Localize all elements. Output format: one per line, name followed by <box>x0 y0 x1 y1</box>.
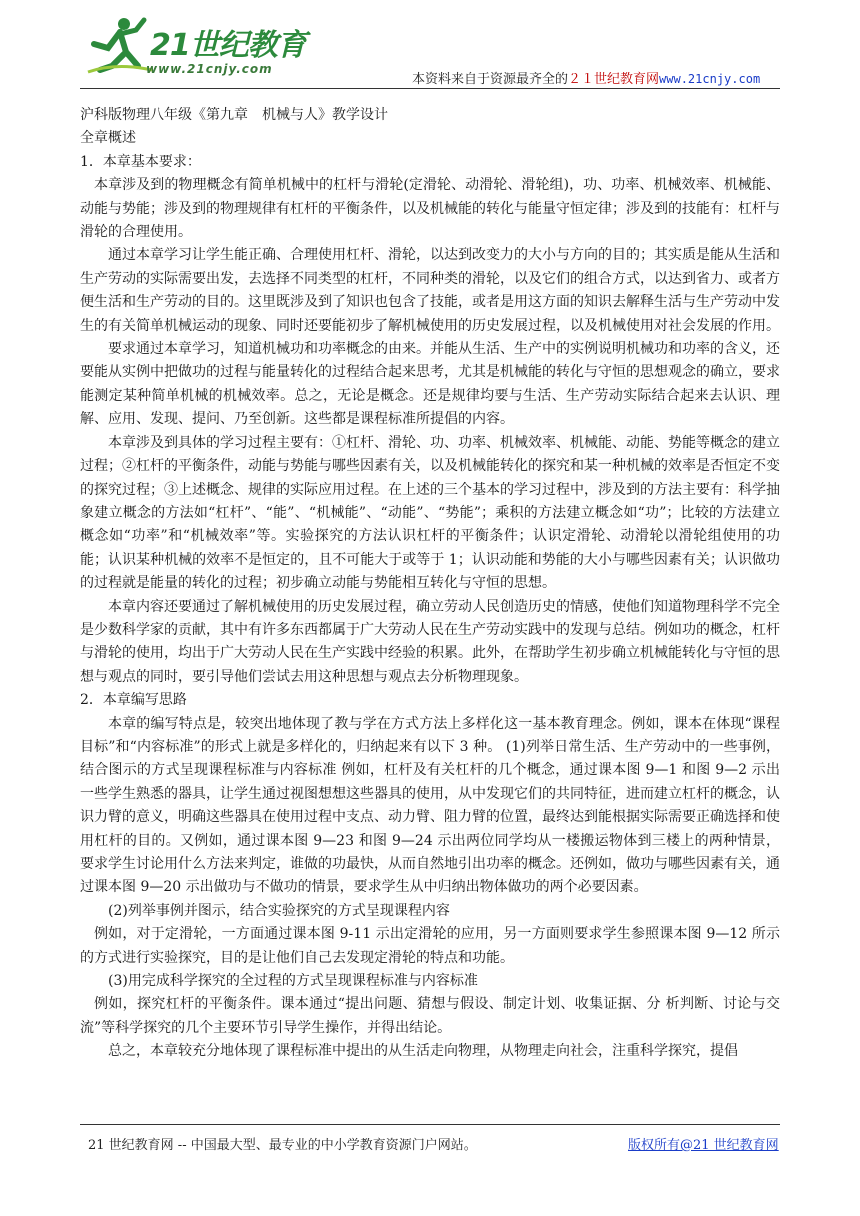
header-note <box>412 68 760 87</box>
paragraph: 总之，本章较充分地体现了课程标准中提出的从生活走向物理，从物理走向社会，注重科学探究，提倡 <box>108 1043 738 1060</box>
logo-text: 21世纪教育 <box>150 28 306 63</box>
paragraph: 本章的编写特点是，较突出地体现了教与学在方式方法上多样化这一基本教育理念。例如，课本在体现“课程目标”和“内容标准”的形式上就是多样化的，归纳起来有以下 3 种。 (1)列举日常生活、生产劳动中的一些事例，结合图示的方式呈现课程标准与内容标准 例如，杠杆及有关杠杆的几个概念，通过课本图 9—1 和图 9—2 示出一些学生熟悉的器具，让学生通过视图想想这些器具的使用，从中发现它们的共同特征，进而建立杠杆的概念，认识力臂的意义，明确这些器具在使用过程中支点、动力臂、阻力臂的位置，最终达到能根据实际需要正确选择和使用杠杆的目的。又例如，通过课本图 9—23 和图 9—24 示出两位同学均从一楼搬运物体到三楼上的两种情景，要求学生讨论用什么方法来判定，谁做的功最快，从而自然地引出功率的概念。还例如，做功与哪些因素有关，通过课本图 9—20 示出做功与不做功的情景，要求学生从中归纳出物体做功的两个必要因素。 <box>80 715 780 896</box>
section-2-heading: 2．本章编写思路 <box>80 692 187 709</box>
paragraph: 本章涉及到的物理概念有简单机械中的杠杆与滑轮(定滑轮、动滑轮、滑轮组)，功、功率、机械效率、机械能、动能与势能；涉及到的物理规律有杠杆的平衡条件，以及机械能的转化与能量守恒定律；涉及到的技能有：杠杆与滑轮的合理使用。 <box>80 177 780 241</box>
doc-title: 沪科版物理八年级《第九章 机械与人》教学设计 <box>80 107 388 123</box>
header-note-prefix: 本资料来自于资源最齐全的 <box>412 72 569 87</box>
header-url-link[interactable]: www.21cnjy.com <box>659 72 761 86</box>
header-divider <box>80 88 780 89</box>
header-site-link[interactable]: ２１世纪教育网 <box>568 72 660 87</box>
section-1-heading: 1．本章基本要求： <box>80 153 201 170</box>
site-logo <box>86 14 316 84</box>
paragraph: (2)列举事例并图示，结合实验探究的方式呈现课程内容 <box>108 902 450 919</box>
paragraph: 本章内容还要通过了解机械使用的历史发展过程，确立劳动人民创造历史的情感，使他们知道物理科学不完全是少数科学家的贡献，其中有许多东西都属于广大劳动人民在生产劳动实践中的发现与总结。例如功的概念，杠杆与滑轮的使用，均出于广大劳动人民在生产实践中经验的积累。此外，在帮助学生初步确立机械能转化与守恒的思想与观点的同时，要引导他们尝试去用这种思想与观点去分析物理现象。 <box>80 598 780 685</box>
paragraph: 通过本章学习让学生能正确、合理使用杠杆、滑轮，以达到改变力的大小与方向的目的；其实质是能从生活和生产劳动的实际需要出发，去选择不同类型的杠杆，不同种类的滑轮，以及它们的组合方式，以达到省力、或者方便生活和生产劳动的目的。这里既涉及到了知识也包含了技能，或者是用这方面的知识去解释生活与生产劳动中发生的有关简单机械运动的现象、同时还要能初步了解机械使用的历史发展过程，以及机械使用对社会发展的作用。 <box>80 247 780 334</box>
paragraph: 本章涉及到具体的学习过程主要有：①杠杆、滑轮、功、功率、机械效率、机械能、动能、势能等概念的建立过程；②杠杆的平衡条件，动能与势能与哪些因素有关，以及机械能转化的探究和某一种机械的效率是否恒定不变的探究过程；③上述概念、规律的实际应用过程。在上述的三个基本的学习过程中，涉及到的方法主要有：科学抽象建立概念的方法如“杠杆”、“能”、“机械能”、“动能”、“势能”；乘积的方法建立概念如“功”；比较的方法建立概念如“功率”和“机械效率”等。实验探究的方法认识杠杆的平衡条件；认识定滑轮、动滑轮以滑轮组使用的功能；认识某种机械的效率不是恒定的，且不可能大于或等于 1；认识动能和势能的大小与哪些因素有关；认识做功的过程就是能量的转化的过程；初步确立动能与势能相互转化与守恒的思想。 <box>80 434 780 592</box>
overview-heading: 全章概述 <box>80 130 136 147</box>
page-header <box>0 0 860 92</box>
paragraph: 例如，探究杠杆的平衡条件。课本通过“提出问题、猜想与假设、制定计划、收集证据、分 析判断、讨论与交流”等科学探究的几个主要环节引导学生操作，并得出结论。 <box>80 996 780 1036</box>
footer-divider <box>80 1124 780 1125</box>
paragraph: (3)用完成科学探究的全过程的方式呈现课程标准与内容标准 <box>108 973 478 990</box>
document-body <box>80 104 780 1064</box>
footer-tagline: 21 世纪教育网 -- 中国最大型、最专业的中小学教育资源门户网站。 <box>88 1138 477 1153</box>
logo-url: www.21cnjy.com <box>146 62 273 76</box>
paragraph: 例如，对于定滑轮，一方面通过课本图 9-11 示出定滑轮的应用，另一方面则要求学生参照课本图 9—12 所示的方式进行实验探究，目的是让他们自己去发现定滑轮的特点和功能。 <box>80 926 780 966</box>
paragraph: 要求通过本章学习，知道机械功和功率概念的由来。并能从生活、生产中的实例说明机械功和功率的含义，还要能从实例中把做功的过程与能量转化的过程结合起来思考，尤其是机械能的转化与守恒的思想观念的确立，要求能测定某种简单机械的机械效率。总之，无论是概念。还是规律均要与生活、生产劳动实际结合起来去认识、理解、应用、发现、提问、乃至创新。这些都是课程标准所提倡的内容。 <box>80 341 780 428</box>
footer-copyright-link[interactable]: 版权所有@21 世纪教育网 <box>628 1138 779 1153</box>
